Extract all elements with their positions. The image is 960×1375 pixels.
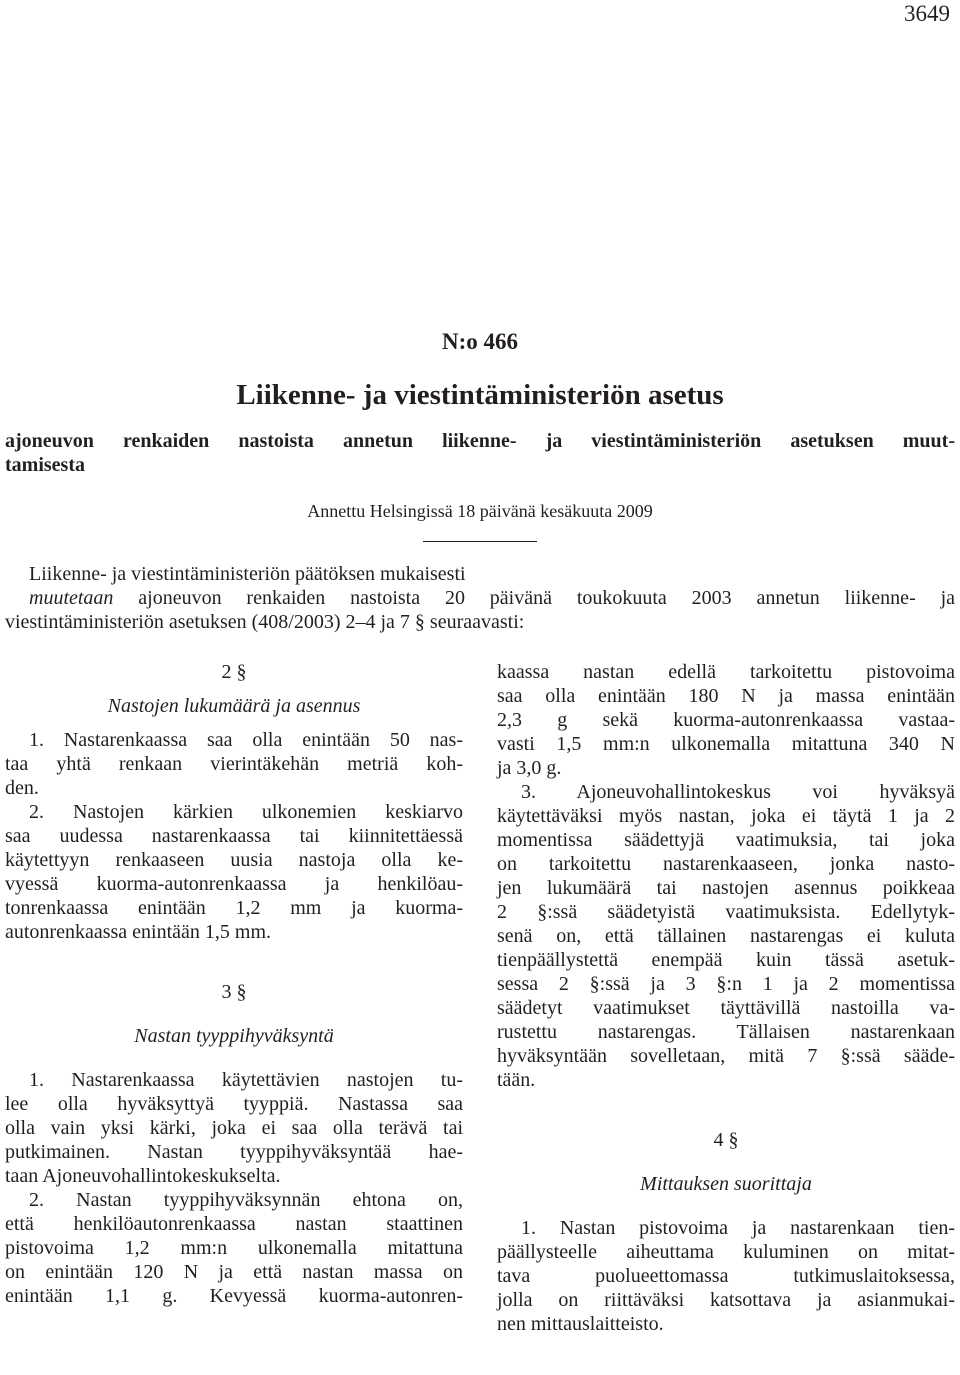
preamble-verb: muutetaan <box>29 587 114 609</box>
separator-rule <box>423 541 537 542</box>
preamble-line: Liikenne- ja viestintäministeriön päätöksen mukaisesti <box>29 563 466 585</box>
text-line: on enintään 120 N ja että nastan massa on <box>5 1261 463 1283</box>
preamble <box>5 562 955 634</box>
text-line: päällysteelle aiheuttama kuluminen on mitat- <box>497 1241 955 1263</box>
text-line: jen lukumäärä tai nastojen asennus poikkeaa <box>497 877 955 899</box>
paragraph <box>497 1216 955 1336</box>
section-number: 2 § <box>221 661 247 683</box>
right-column <box>497 660 955 1336</box>
text-line: vasti 1,5 mm:n ulkonemalla mitattuna 340 N <box>497 733 955 755</box>
text-line: olla vain yksi kärki, joka ei saa olla terävä tai <box>5 1117 463 1139</box>
paragraph <box>5 1068 463 1188</box>
given-date: Annettu Helsingissä 18 päivänä kesäkuuta 2009 <box>307 501 653 521</box>
preamble-line <box>5 586 955 610</box>
text-line: 1. Nastarenkaassa saa olla enintään 50 nas- <box>29 729 463 751</box>
text-line: ja 3,0 g. <box>497 757 562 779</box>
subtitle-line: ajoneuvon renkaiden nastoista annetun liikenne- ja viestintäministeriön asetuksen muut- <box>5 430 955 452</box>
text-line: sessa 2 §:ssä ja 3 §:n 1 ja 2 momentissa <box>497 973 955 995</box>
text-line: 3. Ajoneuvohallintokeskus voi hyväksyä <box>521 781 955 803</box>
text-line: lee olla hyväksyttyä tyyppiä. Nastassa saa <box>5 1093 463 1115</box>
text-line: enintään 1,1 g. Kevyessä kuorma-autonren- <box>5 1285 463 1307</box>
page-number: 3649 <box>904 1 950 26</box>
preamble-text: ajoneuvon renkaiden nastoista 20 päivänä toukokuuta 2003 annetun liikenne- ja <box>113 587 955 609</box>
text-line: tonrenkaassa enintään 1,2 mm ja kuorma- <box>5 897 463 919</box>
text-line: käytettäväksi myös nastan, joka ei täytä 1 ja 2 <box>497 805 955 827</box>
text-line: den. <box>5 777 39 799</box>
text-line: 2,3 g sekä kuorma-autonrenkaassa vastaa- <box>497 709 955 731</box>
section-number: 4 § <box>713 1129 739 1151</box>
statute-number: N:o 466 <box>441 329 519 354</box>
text-line: saa uudessa nastarenkaassa tai kiinnitettäessä <box>5 825 463 847</box>
section-title: Mittauksen suorittaja <box>640 1173 812 1195</box>
text-line: käytettyyn renkaaseen uusia nastoja olla ke- <box>5 849 463 871</box>
paragraph <box>5 800 463 944</box>
subtitle-line: tamisesta <box>5 454 85 476</box>
text-line: tään. <box>497 1069 536 1091</box>
paragraph <box>5 1188 463 1308</box>
text-line: putkimainen. Nastan tyyppihyväksyntää hae- <box>5 1141 463 1163</box>
statute-subtitle <box>5 429 955 477</box>
text-line: taa yhtä renkaan vierintäkehän metriä koh- <box>5 753 463 775</box>
text-line: säädetyt vaatimukset täyttävillä nastoilla va- <box>497 997 955 1019</box>
text-line: saa olla enintään 180 N ja massa enintään <box>497 685 955 707</box>
left-column <box>5 660 463 1308</box>
text-line: senä on, että tällainen nastarengas ei kuluta <box>497 925 955 947</box>
section-title: Nastojen lukumäärä ja asennus <box>107 695 361 717</box>
section-title: Nastan tyyppihyväksyntä <box>134 1025 334 1047</box>
text-line: autonrenkaassa enintään 1,5 mm. <box>5 921 272 943</box>
paragraph <box>497 660 955 780</box>
text-line: jolla on riittäväksi katsottava ja asianmukai- <box>497 1289 955 1311</box>
text-line: hyväksyntään sovelletaan, mitä 7 §:ssä sääde- <box>497 1045 955 1067</box>
text-line: että henkilöautonrenkaassa nastan staattinen <box>5 1213 463 1235</box>
statute-title: Liikenne- ja viestintäministeriön asetus <box>236 379 724 411</box>
text-line: tava puolueettomassa tutkimuslaitoksessa, <box>497 1265 955 1287</box>
text-line: on tarkoitettu nastarenkaaseen, jonka nasto- <box>497 853 955 875</box>
text-line: kaassa nastan edellä tarkoitettu pistovoima <box>497 661 955 683</box>
text-line: tienpäällystettä enempää kuin tässä asetuk- <box>497 949 955 971</box>
text-line: pistovoima 1,2 mm:n ulkonemalla mitattuna <box>5 1237 463 1259</box>
paragraph <box>5 728 463 800</box>
text-line: 2. Nastojen kärkien ulkonemien keskiarvo <box>29 801 463 823</box>
text-line: 2 §:ssä säädetyistä vaatimuksista. Edellytyk- <box>497 901 955 923</box>
text-line: vyessä kuorma-autonrenkaassa ja henkilöau- <box>5 873 463 895</box>
text-line: taan Ajoneuvohallintokeskukselta. <box>5 1165 281 1187</box>
text-line: 2. Nastan tyyppihyväksynnän ehtona on, <box>29 1189 463 1211</box>
paragraph <box>497 780 955 1092</box>
text-line: momentissa säädettyjä vaatimuksia, tai joka <box>497 829 955 851</box>
text-line: 1. Nastarenkaassa käytettävien nastojen tu- <box>29 1069 463 1091</box>
text-line: rustettu nastarengas. Tällaisen nastarenkaan <box>497 1021 955 1043</box>
preamble-line: viestintäministeriön asetuksen (408/2003) 2–4 ja 7 § seuraavasti: <box>5 611 525 633</box>
text-line: nen mittauslaitteisto. <box>497 1313 664 1335</box>
text-line: 1. Nastan pistovoima ja nastarenkaan tien- <box>521 1217 955 1239</box>
section-number: 3 § <box>221 981 247 1003</box>
